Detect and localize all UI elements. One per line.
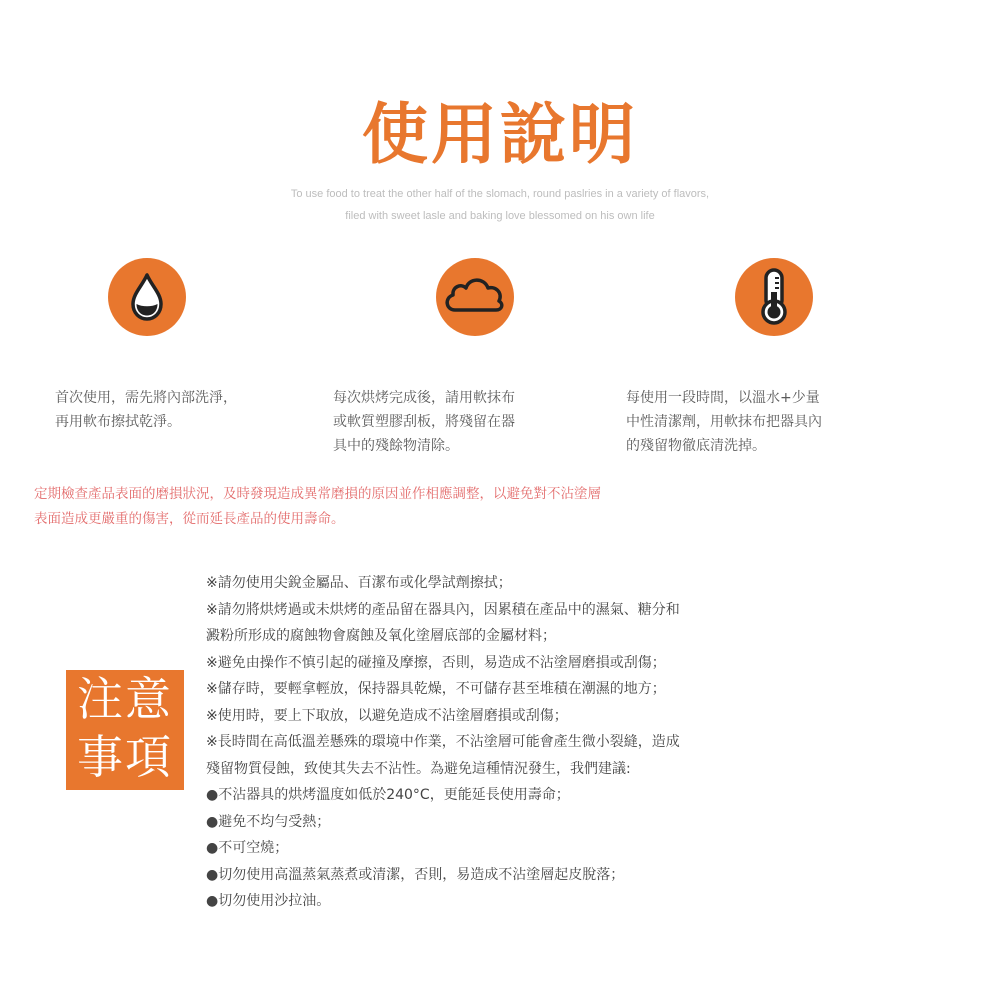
notice-line: ●不可空燒； [206,840,289,856]
step-line: 具中的殘餘物清除。 [333,438,459,454]
page-subtitle [0,183,1000,227]
notice-label-line: 注意 [77,672,173,726]
notice-label [66,670,184,790]
step-line: 再用軟布擦拭乾淨。 [55,414,181,430]
step-line: 每次烘烤完成後，請用軟抹布 [333,390,515,406]
notice-line: ※請勿使用尖銳金屬品、百潔布或化學試劑擦拭； [206,575,512,591]
thermometer-icon [735,258,813,336]
notice-line: 殘留物質侵蝕，致使其失去不沾性。為避免這種情況發生，我們建議: [206,760,631,777]
step-line: 首次使用，需先將內部洗淨， [55,390,237,406]
subtitle-line: filed with sweet lasle and baking love blessomed on his own life [345,210,655,222]
notice-line: ●不沾器具的烘烤溫度如低於240°C，更能延長使用壽命； [206,787,570,803]
step-line: 中性清潔劑，用軟抹布把器具內 [626,414,822,430]
notice-line: ●切勿使用沙拉油。 [206,893,331,909]
step-text-first-use [55,386,347,434]
notice-line: ※請勿將烘烤過或未烘烤的產品留在器具內，因累積在產品中的濕氣、糖分和 [206,601,680,618]
water-drop-icon [108,258,186,336]
notice-line: ※長時間在高低溫差懸殊的環境中作業，不沾塗層可能會產生微小裂縫，造成 [206,734,680,750]
subtitle-line: To use food to treat the other half of the slomach, round paslries in a variety of flavors, [290,188,710,200]
notice-line: ※儲存時，要輕拿輕放，保持器具乾燥，不可儲存甚至堆積在潮濕的地方； [206,681,666,697]
page-title: 使用說明 [362,96,638,173]
step-text-periodic-clean [626,386,936,458]
step-line: 或軟質塑膠刮板，將殘留在器 [333,414,515,430]
notice-line: ※使用時，要上下取放，以避免造成不沾塗層磨損或刮傷； [206,707,568,724]
cloud-icon [436,258,514,336]
notice-list [206,570,946,915]
step-line: 的殘留物徹底清洗掉。 [626,438,766,454]
maintenance-warning [34,482,934,532]
notice-line: ●避免不均勻受熱； [206,813,331,830]
notice-line: ●切勿使用高溫蒸氣蒸煮或清潔，否則，易造成不沾塗層起皮脫落； [206,866,625,883]
notice-label-line: 事項 [77,730,173,784]
step-text-after-baking [333,386,625,458]
notice-line: 澱粉所形成的腐蝕物會腐蝕及氧化塗層底部的金屬材料； [206,628,556,644]
notice-line: ※避免由操作不慎引起的碰撞及摩擦，否則，易造成不沾塗層磨損或刮傷； [206,654,666,671]
step-line: 每使用一段時間，以溫水+少量 [626,390,820,406]
warning-line: 表面造成更嚴重的傷害，從而延長產品的使用壽命。 [34,511,345,527]
warning-line: 定期檢查產品表面的磨損狀況，及時發現造成異常磨損的原因並作相應調整，以避免對不沾塗層 [34,486,601,502]
